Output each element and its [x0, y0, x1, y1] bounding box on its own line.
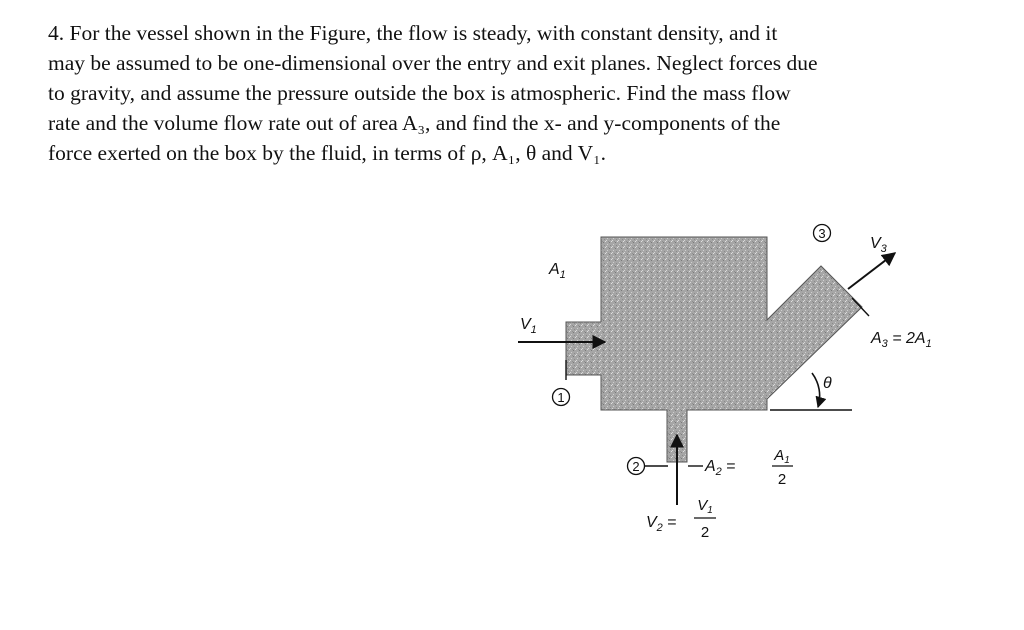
station-3-label: 3	[818, 226, 826, 241]
a3-rhs-subscript: 1	[925, 338, 932, 350]
outlet-3-arrow	[848, 253, 895, 289]
a3-subscript: 3	[881, 338, 888, 350]
v3-symbol: V	[870, 235, 881, 252]
v2-label	[646, 514, 677, 534]
a1-symbol: A	[549, 261, 560, 278]
v1-label	[520, 316, 537, 336]
v2-subscript: 2	[656, 522, 663, 534]
problem-line-5: force exerted on the box by the fluid, in terms of ρ, A₁, θ and V₁.	[48, 141, 607, 165]
v2-fraction-denominator: 2	[700, 524, 710, 541]
a2-numerator-subscript: 1	[784, 455, 790, 466]
v2-fraction-numerator	[697, 497, 713, 516]
a2-subscript: 2	[715, 466, 722, 478]
v2-numerator-subscript: 1	[707, 505, 713, 516]
a3-rhs: = 2A	[887, 330, 926, 347]
a3-label	[870, 330, 932, 350]
v1-symbol: V	[520, 316, 531, 333]
a2-numerator-symbol: A	[774, 447, 785, 464]
problem-line-2: may be assumed to be one-dimensional over the entry and exit planes. Neglect forces due	[48, 51, 818, 75]
a2-symbol: A	[705, 458, 716, 475]
v3-label	[870, 235, 888, 255]
a2-fraction-denominator: 2	[777, 471, 787, 488]
a1-subscript: 1	[559, 269, 566, 281]
a3-symbol: A	[871, 330, 882, 347]
problem-line-4: rate and the volume flow rate out of area A₃, and find the x- and y-components of the	[48, 111, 781, 135]
station-2-label: 2	[632, 459, 640, 474]
v2-numerator-symbol: V	[697, 497, 708, 514]
v3-subscript: 3	[880, 243, 887, 255]
vessel-body	[566, 237, 862, 462]
problem-line-1: 4. For the vessel shown in the Figure, the flow is steady, with constant density, and it	[48, 21, 778, 45]
a2-label	[704, 458, 736, 478]
problem-line-3: to gravity, and assume the pressure outside the box is atmospheric. Find the mass flow	[48, 81, 791, 105]
v1-subscript: 1	[530, 324, 537, 336]
v2-equals: =	[662, 514, 677, 531]
theta-arc	[812, 373, 820, 407]
v2-symbol: V	[646, 514, 657, 531]
a1-label	[548, 261, 566, 281]
station-1-label: 1	[557, 390, 565, 405]
a2-equals: =	[721, 458, 736, 475]
theta-label: θ	[823, 375, 832, 392]
a2-fraction-numerator	[773, 447, 790, 466]
